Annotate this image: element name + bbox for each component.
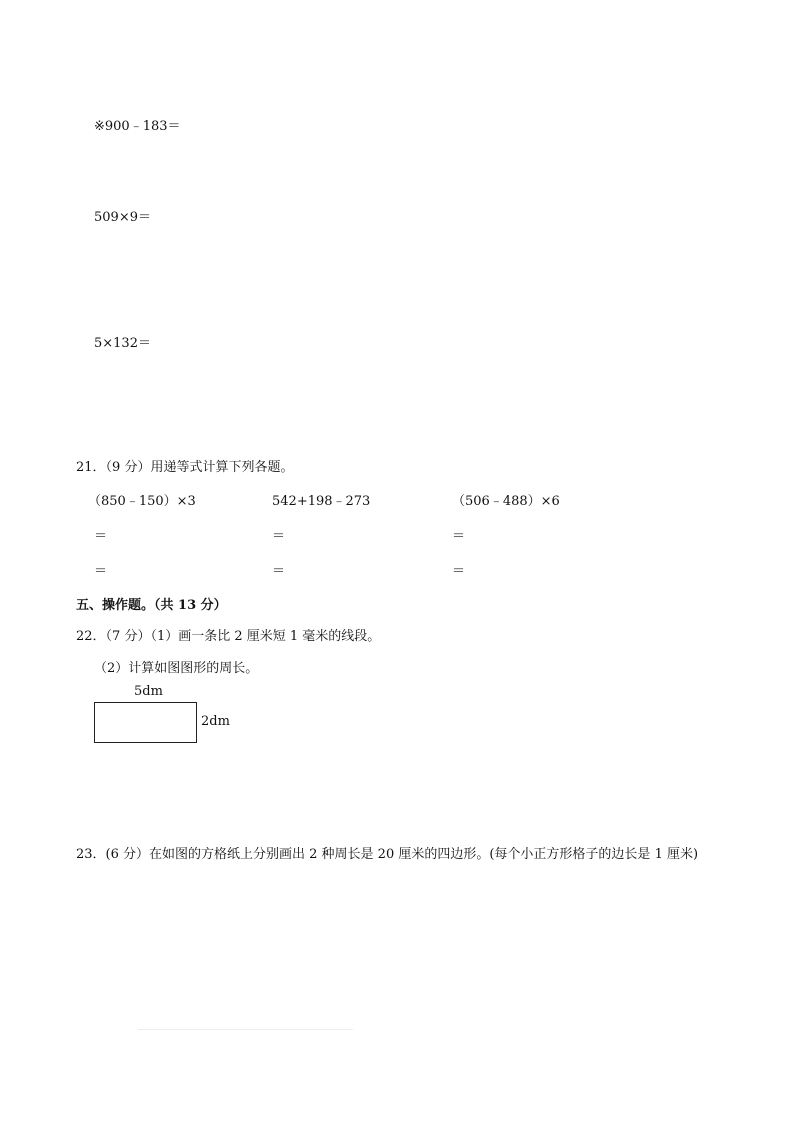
q21-title: 21．（9 分）用递等式计算下列各题。 bbox=[76, 460, 294, 475]
calc-item-1: ※900﹣183＝ bbox=[94, 119, 181, 134]
rectangle-figure bbox=[94, 702, 197, 743]
q21-expr-2: 542+198﹣273 bbox=[272, 494, 371, 509]
q21-expr-1: （850﹣150）×3 bbox=[88, 494, 196, 509]
q22-part1: 22．（7 分）（1）画一条比 2 厘米短 1 毫米的线段。 bbox=[76, 629, 381, 644]
section5-title: 五、操作题。（共 13 分） bbox=[76, 598, 227, 613]
q21-expr-3: （506﹣488）×6 bbox=[452, 494, 560, 509]
calc-item-3: 5×132＝ bbox=[94, 336, 151, 351]
q21-equals-1b: ＝ bbox=[94, 564, 108, 579]
rectangle-height-label: 2dm bbox=[201, 714, 230, 729]
q21-equals-1a: ＝ bbox=[94, 529, 108, 544]
calc-item-2: 509×9＝ bbox=[94, 210, 151, 225]
q21-equals-3b: ＝ bbox=[452, 564, 466, 579]
q23-text: 23．(6 分）在如图的方格纸上分别画出 2 种周长是 20 厘米的四边形。(每个小正方形格子的边长是 1 厘米) bbox=[76, 847, 699, 862]
q21-equals-2b: ＝ bbox=[272, 564, 286, 579]
rectangle-width-label: 5dm bbox=[134, 684, 163, 699]
grid-paper-edge bbox=[138, 1029, 353, 1030]
q21-equals-3a: ＝ bbox=[452, 529, 466, 544]
q22-part2: （2）计算如图图形的周长。 bbox=[94, 661, 259, 676]
q21-equals-2a: ＝ bbox=[272, 529, 286, 544]
